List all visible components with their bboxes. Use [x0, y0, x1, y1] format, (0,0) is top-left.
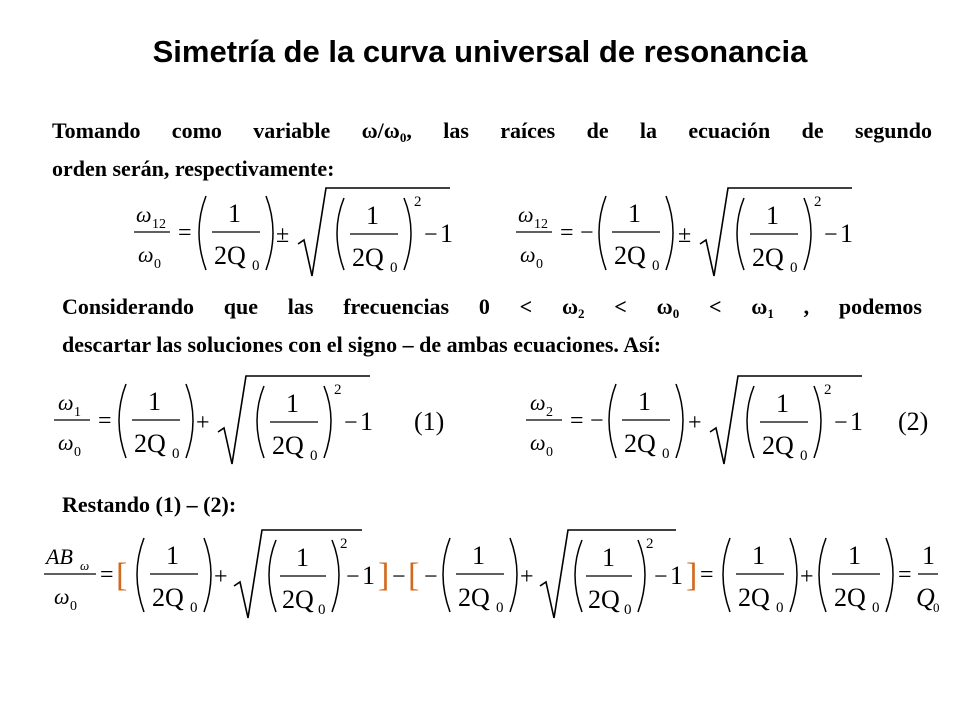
right-paren	[510, 538, 517, 612]
omega-symbol: ω	[751, 294, 768, 319]
omega-subscript: ω	[80, 558, 90, 573]
omega-symbol: ω	[656, 294, 673, 319]
right-paren	[204, 538, 211, 612]
omega-symbol: ω	[136, 202, 152, 227]
minus-sign: −	[344, 410, 358, 436]
subtraction-label	[62, 486, 462, 524]
denominator: 2Q	[282, 585, 314, 614]
constant: 1	[840, 219, 853, 248]
subscript: 0	[154, 257, 161, 272]
subscript: 0	[74, 445, 81, 460]
numerator: 1	[602, 543, 615, 572]
numerator: 1	[296, 543, 309, 572]
open-bracket: [	[116, 557, 128, 594]
equals-sign: =	[178, 220, 192, 246]
right-paren	[814, 386, 821, 458]
minus-sign: −	[654, 564, 668, 590]
numerator: 1	[148, 387, 161, 416]
close-bracket: ]	[686, 557, 698, 594]
numerator: 1	[286, 389, 299, 418]
left-paren	[575, 540, 582, 612]
subscript: 0	[624, 602, 632, 618]
subscript: 0	[872, 600, 880, 616]
minus-sign: −	[424, 564, 438, 590]
constant: 1	[850, 407, 863, 436]
exponent: 2	[334, 382, 342, 398]
plus-sign: +	[520, 564, 534, 590]
subscript: 0	[318, 602, 326, 618]
constant: 1	[670, 561, 683, 590]
denominator: 2Q	[214, 241, 246, 270]
constant: 1	[362, 561, 375, 590]
denominator: 2Q	[458, 583, 490, 612]
subscript: 0	[536, 257, 543, 272]
minus-sign: −	[424, 222, 438, 248]
exponent: 2	[646, 536, 654, 552]
denominator: 2Q	[588, 585, 620, 614]
numerator: 1	[766, 201, 779, 230]
left-paren	[819, 538, 826, 612]
subscript: 0	[310, 448, 318, 464]
subscript: 0	[652, 258, 660, 274]
subscript: 1	[74, 405, 81, 420]
right-paren	[666, 196, 673, 270]
equation-label-2: (2)	[898, 407, 929, 436]
omega-symbol: ω	[138, 242, 154, 267]
slide-title: Simetría de la curva universal de resonancia	[152, 34, 808, 69]
minus-sign: −	[824, 222, 838, 248]
exponent: 2	[814, 194, 822, 210]
left-paren	[609, 384, 616, 458]
right-paren	[638, 540, 645, 612]
numerator: 1	[366, 201, 379, 230]
numerator: 1	[638, 387, 651, 416]
left-paren	[119, 384, 126, 458]
exponent: 2	[414, 194, 422, 210]
numerator: 1	[752, 541, 765, 570]
subscript: 12	[534, 217, 548, 232]
plus-sign: +	[800, 564, 814, 590]
left-paren	[723, 538, 730, 612]
intro-paragraph	[52, 112, 932, 188]
text-line: Restando (1) – (2):	[62, 492, 237, 517]
subscript: 0	[662, 446, 670, 462]
omega-symbol: ω	[361, 118, 378, 143]
right-paren	[804, 198, 811, 270]
open-bracket: [	[408, 557, 420, 594]
left-paren	[737, 198, 744, 270]
subscript: 0	[70, 599, 77, 614]
subscript: 1	[767, 306, 774, 321]
subscript: 0	[172, 446, 180, 462]
subscript: 0	[800, 448, 808, 464]
numerator: 1	[228, 199, 241, 228]
ab-symbol: AB	[46, 544, 73, 569]
numerator: 1	[922, 541, 935, 570]
text-line: orden serán, respectivamente:	[52, 156, 335, 181]
equals-sign: =	[98, 408, 112, 434]
denominator: 2Q	[752, 243, 784, 272]
left-paren	[269, 540, 276, 612]
numerator: 1	[472, 541, 485, 570]
left-paren	[199, 196, 206, 270]
subscript: 2	[578, 306, 585, 321]
denominator: 2Q	[738, 583, 770, 612]
denominator: 2Q	[152, 583, 184, 612]
minus-sign: −	[834, 410, 848, 436]
minus-sign: −	[590, 408, 604, 434]
omega-symbol: ω	[518, 202, 534, 227]
subscript: 0	[790, 260, 798, 276]
right-paren	[886, 538, 893, 612]
subscript: 0	[933, 600, 940, 615]
condition-paragraph	[62, 288, 922, 364]
denominator: 2Q	[614, 241, 646, 270]
omega-symbol: ω	[58, 390, 74, 415]
right-paren	[332, 540, 339, 612]
right-paren	[790, 538, 797, 612]
left-paren	[337, 198, 344, 270]
text-segment: , podemos	[773, 294, 922, 319]
subscript: 0	[672, 306, 680, 321]
text-line: descartar las soluciones con el signo – de ambas ecuaciones. Así:	[62, 332, 662, 357]
constant: 1	[440, 219, 453, 248]
left-paren	[137, 538, 144, 612]
plus-minus-sign: ±	[276, 222, 290, 248]
exponent: 2	[340, 536, 348, 552]
omega-symbol: ω	[58, 430, 74, 455]
omega-symbol: ω	[54, 584, 70, 609]
omega-symbol: ω	[561, 294, 579, 319]
plus-sign: +	[688, 410, 702, 436]
right-paren	[266, 196, 273, 270]
omega-symbol: ω	[530, 390, 546, 415]
less-than: <	[679, 294, 752, 319]
constant: 1	[360, 407, 373, 436]
equals-sign: =	[570, 408, 584, 434]
subscript: 12	[152, 217, 166, 232]
equals-sign: =	[898, 562, 912, 588]
denominator: 2Q	[352, 243, 384, 272]
right-paren	[676, 384, 683, 458]
plus-minus-sign: ±	[678, 222, 692, 248]
equals-sign: =	[700, 562, 714, 588]
equation-2	[522, 370, 942, 470]
subscript: 0	[776, 600, 784, 616]
right-paren	[404, 198, 411, 270]
right-paren	[324, 386, 331, 458]
denominator: 2Q	[624, 429, 656, 458]
denominator: 2Q	[134, 429, 166, 458]
plus-sign: +	[214, 564, 228, 590]
q-symbol: Q	[916, 583, 935, 612]
minus-sign: −	[580, 220, 594, 246]
text-segment: Tomando como variable	[52, 118, 362, 143]
minus-sign: −	[392, 564, 406, 590]
root-equation-negative	[512, 182, 862, 282]
minus-sign: −	[346, 564, 360, 590]
close-bracket: ]	[378, 557, 390, 594]
subscript: 0	[496, 600, 504, 616]
less-than: <	[584, 294, 657, 319]
omega-symbol: ω	[530, 430, 546, 455]
numerator: 1	[776, 389, 789, 418]
equation-label-1: (1)	[414, 407, 445, 436]
text-segment: , las raíces de la ecuación de segundo	[406, 118, 932, 143]
numerator: 1	[848, 541, 861, 570]
numerator: 1	[166, 541, 179, 570]
denominator: 2Q	[762, 431, 794, 460]
denominator: 2Q	[834, 583, 866, 612]
subscript: 0	[190, 600, 198, 616]
subscript: 2	[546, 405, 553, 420]
plus-sign: +	[196, 410, 210, 436]
text-segment: Considerando que las frecuencias 0 <	[62, 294, 562, 319]
omega-symbol: ω	[383, 118, 400, 143]
subscript: 0	[252, 258, 260, 274]
slash: /	[377, 118, 384, 143]
subscript: 0	[546, 445, 553, 460]
left-paren	[443, 538, 450, 612]
numerator: 1	[628, 199, 641, 228]
subscript: 0	[390, 260, 398, 276]
equation-1	[50, 370, 450, 470]
subscript: 0	[399, 130, 407, 145]
left-paren	[257, 386, 264, 458]
left-paren	[747, 386, 754, 458]
equals-sign: =	[560, 220, 574, 246]
omega-symbol: ω	[520, 242, 536, 267]
equals-sign: =	[100, 562, 114, 588]
denominator: 2Q	[272, 431, 304, 460]
root-equation-pm	[130, 182, 460, 282]
bandwidth-equation	[40, 524, 940, 624]
exponent: 2	[824, 382, 832, 398]
right-paren	[186, 384, 193, 458]
left-paren	[599, 196, 606, 270]
